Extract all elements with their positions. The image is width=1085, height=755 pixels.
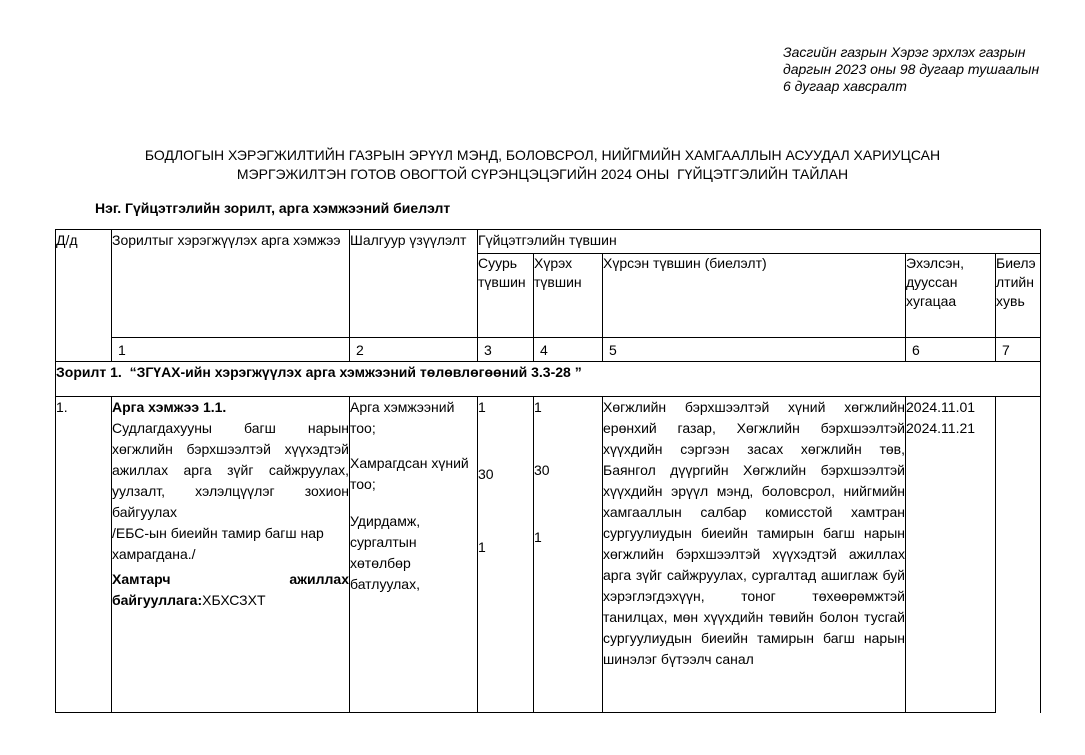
row-target-cell <box>534 397 603 713</box>
partner-label: Хамтарч ажиллах байгууллага: <box>112 571 349 608</box>
period-end-date: 2024.11.21 <box>906 420 976 436</box>
header-dd: Д/д <box>56 230 112 362</box>
column-number: 7 <box>996 338 1041 362</box>
column-number: 2 <box>350 338 478 362</box>
report-title-line1: БОДЛОГЫН ХЭРЭГЖИЛТИЙН ГАЗРЫН ЭРҮҮЛ МЭНД, БОЛОВСРОЛ, НИЙГМИЙН ХАМГААЛЛЫН АСУУДАЛ ХАРИУЦСАН <box>144 147 941 163</box>
report-title-line2: МЭРГЭЖИЛТЭН ГОТОВ ОВОГТОЙ СҮРЭНЦЭЦЭГИЙН 2024 ОНЫ ГҮЙЦЭТГЭЛИЙН ТАЙЛАН <box>236 166 849 182</box>
measure-title: Арга хэмжээ 1.1. <box>112 399 227 415</box>
target-value: 30 <box>534 462 550 478</box>
measure-body: Судлагдахууны багш нарын хөгжлийн бэрхшээлтэй хүүхэдтэй ажиллах арга зүйг сайжруулах, уулзалт, хэлэлцүүлэг зохион байгуулах <box>112 420 349 520</box>
target-value: 1 <box>534 399 542 415</box>
column-number-row <box>56 338 1041 362</box>
header-percent: Биелэлтийн хувь <box>996 254 1041 338</box>
measure-row <box>56 397 1041 713</box>
row-measure-cell <box>112 397 350 713</box>
indicator-item: Арга хэмжээний тоо; <box>350 399 455 436</box>
report-title <box>0 146 1085 184</box>
indicator-item: Удирдамж, сургалтын хөтөлбөр батлуулах, <box>350 513 421 592</box>
measure-partner <box>112 569 349 611</box>
header-indicator: Шалгуур үзүүлэлт <box>350 230 478 338</box>
target-value: 1 <box>534 529 542 545</box>
column-number: 1 <box>112 338 350 362</box>
row-baseline-cell <box>478 397 534 713</box>
column-number: 6 <box>906 338 996 362</box>
header-achieved-level: Хүрсэн түвшин (биелэлт) <box>603 254 906 338</box>
header-target-level: Хүрэх түвшин <box>534 254 603 338</box>
partner-value: ХБХСЗХТ <box>202 592 266 608</box>
row-indicators-cell <box>350 397 478 713</box>
row-index: 1. <box>56 397 112 713</box>
annotation-line: даргын 2023 оны 98 дугаар тушаалын <box>783 61 1040 77</box>
column-number: 4 <box>534 338 603 362</box>
section-heading: Нэг. Гүйцэтгэлийн зорилт, арга хэмжээний биелэлт <box>95 200 451 216</box>
performance-table <box>55 229 1041 713</box>
annotation-line: Засгийн газрын Хэрэг эрхлэх газрын <box>783 44 1026 60</box>
header-baseline-level: Суурь түвшин <box>478 254 534 338</box>
header-performance-level: Гүйцэтгэлийн түвшин <box>478 230 1041 254</box>
row-period-cell <box>906 397 996 713</box>
measure-note: /ЕБС-ын биеийн тамир багш нар хамрагдана./ <box>112 525 324 562</box>
baseline-value: 1 <box>478 399 486 415</box>
baseline-value: 1 <box>478 539 486 555</box>
column-number: 5 <box>603 338 906 362</box>
goal-row: Зорилт 1. “ЗГҮАХ-ийн хэрэгжүүлэх арга хэмжээний төлөвлөгөөний 3.3-28 ” <box>56 362 1041 397</box>
row-percent-cell <box>996 397 1041 713</box>
baseline-value: 30 <box>478 466 494 482</box>
period-start-date: 2024.11.01 <box>906 399 976 415</box>
column-number: 3 <box>478 338 534 362</box>
header-measure: Зорилтыг хэрэгжүүлэх арга хэмжээ <box>112 230 350 338</box>
annotation-line: 6 дугаар хавсралт <box>783 78 907 94</box>
header-period: Эхэлсэн, дууссан хугацаа <box>906 254 996 338</box>
document-annotation <box>783 44 1039 95</box>
row-achieved-cell: Хөгжлийн бэрхшээлтэй хүний хөгжлийн ерөнхий газар, Хөгжлийн бэрхшээлтэй хүүхдийн сэргээн засах хөгжлийн төв, Баянгол дүүргийн Хөгжлийн бэрхшээлтэй хүүхдийн эрүүл мэнд, боловсрол, нийгмийн хамгааллын салбар комисстой хамтран сургуулиудын биеийн тамирын багш нарын хөгжлийн бэрхшээлтэй хүүхэдтэй ажиллах арга зүйг сайжруулах, сургалтад ашиглаж буй хэрэглэгдэхүүн, тоног төхөөрөмжтэй танилцах, мөн хүүхдийн төвийн болон тусгай сургуулиудын биеийн тамирын багш нарын шинэлэг бүтээлч санал <box>603 397 906 713</box>
indicator-item: Хамрагдсан хүний тоо; <box>350 455 469 492</box>
